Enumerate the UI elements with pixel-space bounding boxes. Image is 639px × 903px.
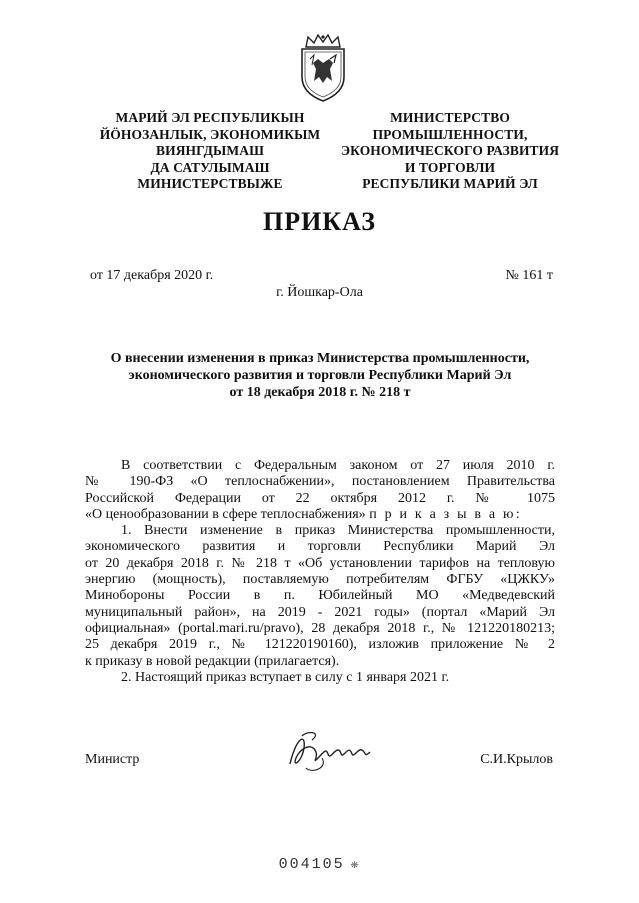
signer-name: С.И.Крылов: [480, 752, 553, 767]
body-line: 1. Внести изменение в приказ Министерства промышленности,: [121, 523, 555, 539]
body-line: от 20 декабря 2018 г. № 218 т «Об установлении тарифов на тепловую: [85, 555, 555, 571]
ministry-header-mari: [85, 110, 335, 193]
order-subject: [80, 350, 560, 401]
subject-line: О внесении изменения в приказ Министерства промышленности,: [110, 351, 530, 366]
header-line: ЙÖНОЗАНЛЫК, ЭКОНОМИКЫМ: [99, 126, 321, 142]
header-line: ПРОМЫШЛЕННОСТИ,: [372, 126, 528, 142]
body-line: энергию (мощность), поставляемую потребителям ФГБУ «ЦЖКУ»: [85, 572, 555, 588]
header-line: МИНИСТЕРСТВО: [390, 110, 510, 125]
body-line: 25 декабря 2019 г., № 121220190160), изложив приложение № 2: [85, 637, 555, 653]
serial-value: 004105: [278, 856, 345, 873]
header-line: МАРИЙ ЭЛ РЕСПУБЛИКЫН: [115, 110, 305, 125]
body-line: экономического развития и торговли Республики Марий Эл: [85, 539, 555, 555]
body-line: [85, 507, 555, 523]
document-title: ПРИКАЗ: [262, 207, 377, 236]
body-line: № 190-ФЗ «О теплоснабжении», постановлением Правительства: [85, 474, 555, 490]
body-line-text: «О ценообразовании в сфере теплоснабжения»: [85, 506, 366, 522]
body-line: муниципальный район», на 2019 - 2021 годы» (портал «Марий Эл: [85, 604, 555, 620]
header-line: МИНИСТЕРСТВЫЖЕ: [137, 176, 283, 191]
header-line: ВИЯНГДЫМАШ: [155, 143, 265, 158]
header-line: И ТОРГОВЛИ: [404, 159, 496, 175]
body-line: Российской Федерации от 22 октября 2012 г. № 1075: [85, 490, 555, 506]
serial-number: [0, 856, 639, 873]
order-date: от 17 декабря 2020 г.: [90, 268, 214, 283]
body-line: Минобороны России в п. Юбилейный МО «Медведевский: [85, 588, 555, 604]
order-number: № 161 т: [505, 268, 553, 283]
minister-label: Министр: [85, 752, 140, 767]
body-line: В соответствии с Федеральным законом от 27 июля 2010 г.: [121, 458, 555, 473]
asterisk-icon: ❋: [350, 857, 361, 872]
subject-line: от 18 декабря 2018 г. № 218 т: [229, 385, 411, 400]
body-line: официальная» (portal.mari.ru/pravo), 28 декабря 2018 г., № 121220180213;: [85, 620, 555, 636]
header-line: ДА САТУЛЫМАШ: [150, 159, 270, 175]
body-line: к приказу в новой редакции (прилагается).: [85, 653, 340, 669]
mari-el-coat-of-arms-icon: [296, 33, 350, 103]
ministry-header-russian: [325, 110, 575, 193]
header-line: ЭКОНОМИЧЕСКОГО РАЗВИТИЯ: [340, 143, 560, 158]
body-line: 2. Настоящий приказ вступает в силу с 1 января 2021 г.: [121, 669, 450, 685]
header-line: РЕСПУБЛИКИ МАРИЙ ЭЛ: [362, 176, 538, 191]
handwritten-signature: [282, 728, 382, 776]
order-body: [85, 458, 555, 686]
order-word: п р и к а з ы в а ю:: [369, 506, 522, 522]
order-city: г. Йошкар-Ола: [276, 285, 363, 300]
subject-line: экономического развития и торговли Республики Марий Эл: [128, 368, 512, 383]
